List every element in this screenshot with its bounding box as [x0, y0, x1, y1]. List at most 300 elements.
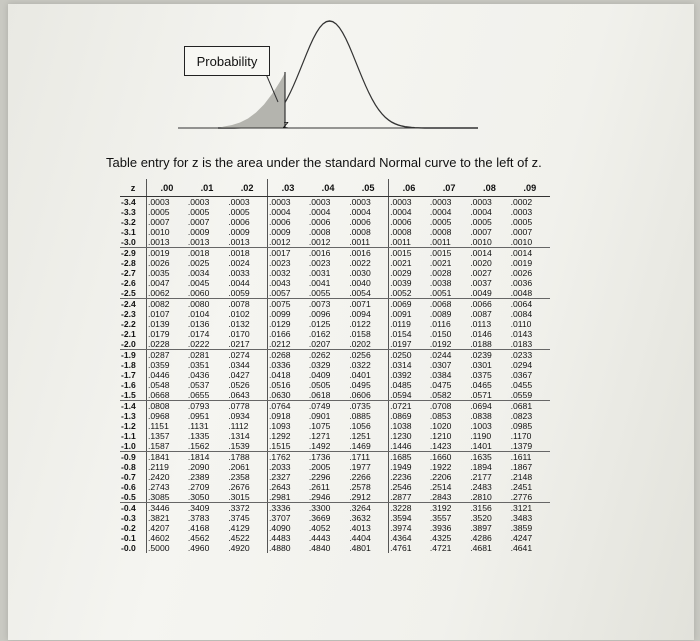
- probability-cell: .0089: [429, 309, 452, 319]
- probability-cell: .3936: [429, 523, 452, 533]
- z-value-cell: -0.8: [121, 462, 136, 472]
- table-row: [120, 319, 550, 329]
- probability-cell: .0107: [147, 309, 187, 319]
- probability-cell: .0122: [349, 319, 371, 329]
- probability-cell: .0197: [389, 339, 429, 350]
- probability-cell: .3015: [227, 492, 267, 503]
- probability-cell: .0078: [228, 299, 250, 309]
- probability-cell: .0012: [268, 237, 308, 248]
- probability-cell: .3050: [187, 492, 227, 503]
- probability-cell: .0367: [510, 370, 533, 380]
- z-value-cell: -2.4: [121, 299, 136, 309]
- probability-cell: .0129: [268, 319, 308, 329]
- probability-cell: .0068: [429, 299, 452, 309]
- probability-cell: .0047: [147, 278, 187, 288]
- z-value-cell: -2.9: [121, 248, 136, 258]
- probability-cell: .0853: [429, 411, 452, 421]
- probability-cell: .0375: [470, 370, 492, 380]
- probability-cell: .0018: [187, 248, 210, 258]
- probability-cell: .4681: [470, 543, 492, 553]
- probability-cell: .0516: [268, 380, 308, 390]
- z-value-cell: -2.3: [121, 309, 136, 319]
- probability-cell: .0040: [349, 278, 371, 288]
- probability-cell: .0244: [429, 350, 452, 360]
- probability-cell: .3557: [429, 513, 452, 523]
- probability-cell: .4325: [429, 533, 452, 543]
- probability-cell: .1423: [429, 441, 469, 452]
- probability-cell: .1788: [228, 452, 250, 462]
- probability-cell: .0384: [429, 370, 452, 380]
- probability-cell: .0025: [187, 258, 210, 268]
- table-row: [120, 421, 550, 431]
- probability-cell: .0019: [147, 248, 187, 259]
- probability-cell: .2420: [147, 472, 187, 482]
- probability-cell: .1003: [470, 421, 492, 431]
- probability-cell: .0057: [268, 288, 308, 299]
- probability-cell: .0202: [348, 339, 388, 350]
- probability-cell: .0102: [228, 309, 250, 319]
- probability-cell: .0008: [349, 227, 371, 237]
- table-row: [120, 441, 550, 452]
- probability-cell: .0838: [470, 411, 492, 421]
- probability-cell: .0045: [187, 278, 210, 288]
- probability-cell: .3228: [389, 503, 429, 514]
- probability-cell: .0778: [228, 401, 250, 411]
- probability-cell: .3520: [470, 513, 492, 523]
- probability-cell: .3300: [308, 503, 331, 513]
- probability-cell: .0005: [187, 207, 210, 217]
- probability-cell: .0099: [268, 309, 308, 319]
- z-value-cell: -2.7: [121, 268, 136, 278]
- probability-cell: .2877: [389, 492, 429, 503]
- table-row: [120, 309, 550, 319]
- probability-cell: .0446: [147, 370, 187, 380]
- probability-cell: .3821: [147, 513, 187, 523]
- probability-cell: .0026: [510, 268, 533, 278]
- probability-cell: .0136: [187, 319, 210, 329]
- probability-cell: .1271: [308, 431, 331, 441]
- probability-cell: .3121: [510, 503, 533, 513]
- probability-cell: .0031: [308, 268, 331, 278]
- probability-cell: .0314: [389, 360, 429, 370]
- probability-cell: .3859: [510, 523, 533, 533]
- probability-cell: .0013: [147, 237, 187, 248]
- probability-cell: .0034: [187, 268, 210, 278]
- z-value-cell: -0.1: [121, 533, 136, 543]
- probability-cell: .0455: [510, 380, 533, 390]
- z-table-container: [120, 179, 550, 553]
- probability-cell: .0359: [147, 360, 187, 370]
- probability-cell: .0030: [349, 268, 371, 278]
- probability-cell: .2810: [469, 492, 509, 503]
- probability-cell: .2296: [308, 472, 331, 482]
- probability-cell: .0066: [470, 299, 492, 309]
- probability-cell: .1190: [470, 431, 492, 441]
- probability-cell: .0594: [389, 390, 429, 401]
- probability-cell: .0934: [228, 411, 250, 421]
- probability-cell: .1922: [429, 462, 452, 472]
- probability-cell: .0132: [228, 319, 250, 329]
- probability-cell: .3707: [268, 513, 308, 523]
- probability-cell: .1949: [389, 462, 429, 472]
- probability-cell: .0003: [228, 197, 250, 207]
- z-value-cell: -1.9: [121, 350, 136, 360]
- probability-cell: .0222: [187, 339, 227, 350]
- probability-cell: .0082: [147, 299, 187, 310]
- table-row: [120, 452, 550, 463]
- probability-cell: .0003: [268, 197, 308, 208]
- probability-cell: .2148: [510, 472, 533, 482]
- probability-cell: .0004: [429, 207, 452, 217]
- z-value-cell: -1.1: [121, 431, 136, 441]
- probability-cell: .0329: [308, 360, 331, 370]
- probability-cell: .0322: [349, 360, 371, 370]
- probability-cell: .0162: [308, 329, 331, 339]
- probability-cell: .3632: [349, 513, 371, 523]
- probability-cell: .0918: [268, 411, 308, 421]
- probability-cell: .0485: [389, 380, 429, 390]
- probability-cell: .0110: [510, 319, 532, 329]
- probability-cell: .0087: [470, 309, 492, 319]
- table-row: [120, 523, 550, 533]
- table-row: [120, 207, 550, 217]
- probability-cell: .0113: [470, 319, 492, 329]
- table-row: [120, 482, 550, 492]
- header-col: .07: [429, 179, 469, 197]
- probability-cell: .2389: [187, 472, 210, 482]
- probability-cell: .0212: [268, 339, 308, 350]
- probability-cell: .1292: [268, 431, 308, 441]
- probability-cell: .2090: [187, 462, 210, 472]
- table-page: [8, 4, 694, 640]
- probability-cell: .3974: [389, 523, 429, 533]
- probability-cell: .0233: [510, 350, 533, 360]
- probability-cell: .2546: [389, 482, 429, 492]
- probability-cell: .0793: [187, 401, 210, 411]
- table-row: [120, 197, 550, 208]
- probability-cell: .0020: [470, 258, 492, 268]
- probability-cell: .0427: [228, 370, 250, 380]
- probability-cell: .1762: [268, 452, 308, 463]
- z-value-cell: -0.9: [121, 452, 136, 462]
- z-value-cell: -0.0: [121, 543, 136, 553]
- probability-cell: .0274: [228, 350, 250, 360]
- probability-cell: .0005: [228, 207, 250, 217]
- probability-cell: .0287: [147, 350, 187, 361]
- probability-cell: .0043: [268, 278, 308, 288]
- probability-cell: .1492: [308, 441, 348, 452]
- probability-cell: .0475: [429, 380, 452, 390]
- probability-cell: .0655: [187, 390, 227, 401]
- table-row: [120, 533, 550, 543]
- z-value-cell: -1.5: [120, 390, 147, 401]
- z-value-cell: -3.4: [121, 197, 136, 207]
- probability-cell: .2743: [147, 482, 187, 492]
- probability-cell: .1587: [147, 441, 187, 452]
- probability-cell: .2776: [510, 492, 550, 503]
- probability-cell: .0069: [389, 299, 429, 310]
- probability-cell: .4247: [510, 533, 533, 543]
- probability-cell: .3372: [228, 503, 250, 513]
- probability-cell: .0091: [389, 309, 429, 319]
- probability-cell: .0192: [429, 339, 469, 350]
- probability-cell: .0146: [470, 329, 492, 339]
- header-col: .03: [268, 179, 308, 197]
- probability-cell: .0901: [308, 411, 331, 421]
- header-z: z: [120, 179, 147, 197]
- z-value-cell: -1.8: [121, 360, 136, 370]
- probability-cell: .0041: [308, 278, 331, 288]
- probability-cell: .0179: [147, 329, 187, 339]
- table-caption: Table entry for z is the area under the standard Normal curve to the left of z.: [106, 155, 542, 170]
- probability-cell: .0021: [389, 258, 429, 268]
- probability-cell: .0465: [470, 380, 492, 390]
- z-value-cell: -1.2: [121, 421, 136, 431]
- probability-cell: .4562: [187, 533, 210, 543]
- probability-cell: .0055: [308, 288, 348, 299]
- probability-cell: .2843: [429, 492, 469, 503]
- probability-cell: .4207: [147, 523, 187, 533]
- probability-cell: .0024: [228, 258, 250, 268]
- probability-cell: .1635: [470, 452, 492, 462]
- z-value-cell: -1.3: [121, 411, 136, 421]
- z-value-cell: -3.2: [121, 217, 136, 227]
- probability-cell: .0029: [389, 268, 429, 278]
- table-header-row: [120, 179, 550, 197]
- probability-cell: .0060: [187, 288, 227, 299]
- probability-cell: .0681: [510, 401, 533, 411]
- probability-cell: .0026: [147, 258, 187, 268]
- z-value-cell: -2.5: [120, 288, 147, 299]
- probability-cell: .0174: [187, 329, 210, 339]
- probability-cell: .0005: [510, 217, 533, 227]
- probability-cell: .2119: [147, 462, 187, 472]
- probability-cell: .0008: [389, 227, 429, 237]
- probability-cell: .0228: [147, 339, 187, 350]
- header-col: .04: [308, 179, 348, 197]
- probability-cell: .1335: [187, 431, 210, 441]
- probability-cell: .0004: [308, 207, 331, 217]
- table-row: [120, 299, 550, 310]
- probability-cell: .0250: [389, 350, 429, 361]
- probability-cell: .0033: [228, 268, 250, 278]
- probability-cell: .3156: [470, 503, 492, 513]
- probability-cell: .0051: [429, 288, 469, 299]
- probability-cell: .0027: [470, 268, 492, 278]
- probability-cell: .0606: [348, 390, 388, 401]
- table-row: [120, 401, 550, 412]
- probability-cell: .0075: [268, 299, 308, 310]
- probability-cell: .0006: [389, 217, 429, 227]
- probability-cell: .3264: [349, 503, 371, 513]
- probability-cell: .0003: [187, 197, 210, 207]
- table-body: [120, 197, 550, 554]
- probability-cell: .0708: [429, 401, 452, 411]
- probability-cell: .0548: [147, 380, 187, 390]
- probability-cell: .0010: [147, 227, 187, 237]
- table-row: [120, 339, 550, 350]
- probability-cell: .0007: [187, 217, 210, 227]
- probability-cell: .1469: [348, 441, 388, 452]
- probability-cell: .0526: [228, 380, 250, 390]
- probability-cell: .2033: [268, 462, 308, 472]
- probability-cell: .0013: [187, 237, 227, 248]
- z-value-cell: -2.1: [121, 329, 136, 339]
- probability-cell: .2451: [510, 482, 533, 492]
- probability-cell: .0344: [228, 360, 250, 370]
- probability-cell: .2358: [228, 472, 250, 482]
- probability-cell: .2676: [228, 482, 250, 492]
- probability-cell: .0009: [187, 227, 210, 237]
- probability-cell: .0281: [187, 350, 210, 360]
- probability-cell: .0038: [429, 278, 452, 288]
- z-table: [120, 179, 550, 553]
- probability-cell: .2177: [470, 472, 492, 482]
- probability-cell: .0094: [349, 309, 371, 319]
- probability-cell: .0002: [510, 197, 533, 207]
- probability-cell: .1170: [510, 431, 532, 441]
- probability-cell: .3336: [268, 503, 308, 514]
- probability-cell: .4522: [228, 533, 250, 543]
- probability-cell: .0336: [268, 360, 308, 370]
- probability-cell: .2327: [268, 472, 308, 482]
- probability-cell: .4880: [268, 543, 308, 553]
- probability-cell: .0116: [429, 319, 451, 329]
- probability-cell: .0035: [147, 268, 187, 278]
- probability-cell: .0559: [510, 390, 550, 401]
- probability-cell: .1539: [227, 441, 267, 452]
- probability-cell: .0003: [349, 197, 371, 207]
- probability-cell: .0571: [469, 390, 509, 401]
- probability-cell: .0011: [389, 237, 429, 248]
- probability-cell: .0005: [470, 217, 492, 227]
- probability-cell: .3409: [187, 503, 210, 513]
- probability-cell: .0036: [510, 278, 533, 288]
- probability-cell: .4761: [389, 543, 429, 553]
- probability-cell: .0007: [147, 217, 187, 227]
- probability-cell: .2206: [429, 472, 452, 482]
- z-value-cell: -2.2: [121, 319, 136, 329]
- probability-cell: .0015: [389, 248, 429, 259]
- table-row: [120, 360, 550, 370]
- z-value-cell: -0.2: [121, 523, 136, 533]
- probability-cell: .0014: [510, 248, 533, 258]
- probability-cell: .0011: [429, 237, 469, 248]
- probability-cell: .3192: [429, 503, 452, 513]
- probability-cell: .3483: [510, 513, 533, 523]
- probability-cell: .3446: [147, 503, 187, 514]
- probability-cell: .0495: [349, 380, 371, 390]
- probability-cell: .4364: [389, 533, 429, 543]
- probability-cell: .0004: [470, 207, 492, 217]
- probability-cell: .0968: [147, 411, 187, 421]
- probability-cell: .0307: [429, 360, 452, 370]
- table-row: [120, 543, 550, 553]
- probability-cell: .1977: [349, 462, 371, 472]
- probability-cell: .0009: [268, 227, 308, 237]
- probability-cell: .0015: [429, 248, 452, 258]
- header-col: .09: [510, 179, 550, 197]
- table-row: [120, 217, 550, 227]
- probability-cell: .4404: [349, 533, 371, 543]
- probability-cell: .0505: [308, 380, 331, 390]
- probability-cell: .0618: [308, 390, 348, 401]
- probability-cell: .1038: [389, 421, 429, 431]
- probability-cell: .0630: [268, 390, 308, 401]
- probability-cell: .0003: [429, 197, 452, 207]
- table-row: [120, 237, 550, 248]
- probability-cell: .0188: [469, 339, 509, 350]
- probability-cell: .0951: [187, 411, 210, 421]
- probability-cell: .0004: [268, 207, 308, 217]
- probability-cell: .4602: [147, 533, 187, 543]
- probability-cell: .1151: [147, 421, 187, 431]
- probability-cell: .0401: [349, 370, 371, 380]
- probability-cell: .4013: [349, 523, 371, 533]
- z-value-cell: -2.6: [121, 278, 136, 288]
- probability-cell: .0006: [308, 217, 331, 227]
- probability-cell: .0139: [147, 319, 187, 329]
- probability-cell: .0010: [469, 237, 509, 248]
- probability-cell: .1230: [389, 431, 429, 441]
- probability-cell: .1711: [349, 452, 371, 462]
- probability-cell: .0239: [470, 350, 492, 360]
- probability-cell: .2578: [349, 482, 371, 492]
- probability-cell: .0044: [228, 278, 250, 288]
- probability-cell: .0668: [147, 390, 187, 401]
- probability-cell: .0009: [228, 227, 250, 237]
- probability-cell: .0073: [308, 299, 331, 309]
- probability-label: Probability: [196, 53, 258, 69]
- table-row: [120, 227, 550, 237]
- probability-cell: .0143: [510, 329, 533, 339]
- probability-cell: .0207: [308, 339, 348, 350]
- probability-cell: .2611: [308, 482, 330, 492]
- probability-cell: .4090: [268, 523, 308, 533]
- table-row: [120, 390, 550, 401]
- probability-cell: .1660: [429, 452, 452, 462]
- probability-cell: .0019: [510, 258, 533, 268]
- z-axis-label: z: [283, 119, 289, 131]
- probability-cell: .0409: [308, 370, 331, 380]
- probability-cell: .1611: [510, 452, 532, 462]
- probability-cell: .0582: [429, 390, 469, 401]
- probability-cell: .0418: [268, 370, 308, 380]
- z-value-cell: -0.4: [121, 503, 136, 513]
- table-row: [120, 258, 550, 268]
- probability-cell: .0004: [349, 207, 371, 217]
- table-row: [120, 513, 550, 523]
- probability-cell: .0808: [147, 401, 187, 412]
- probability-cell: .1867: [510, 462, 533, 472]
- probability-cell: .0054: [348, 288, 388, 299]
- probability-cell: .2236: [389, 472, 429, 482]
- probability-cell: .0048: [510, 288, 550, 299]
- probability-cell: .0023: [268, 258, 308, 268]
- probability-cell: .2005: [308, 462, 331, 472]
- probability-cell: .1056: [349, 421, 371, 431]
- probability-cell: .0003: [389, 197, 429, 208]
- probability-cell: .1075: [308, 421, 331, 431]
- table-row: [120, 431, 550, 441]
- probability-label-box: [184, 46, 270, 76]
- probability-cell: .0262: [308, 350, 331, 360]
- probability-cell: .0052: [389, 288, 429, 299]
- probability-cell: .1020: [429, 421, 452, 431]
- probability-cell: .0084: [510, 309, 533, 319]
- table-row: [120, 380, 550, 390]
- table-row: [120, 268, 550, 278]
